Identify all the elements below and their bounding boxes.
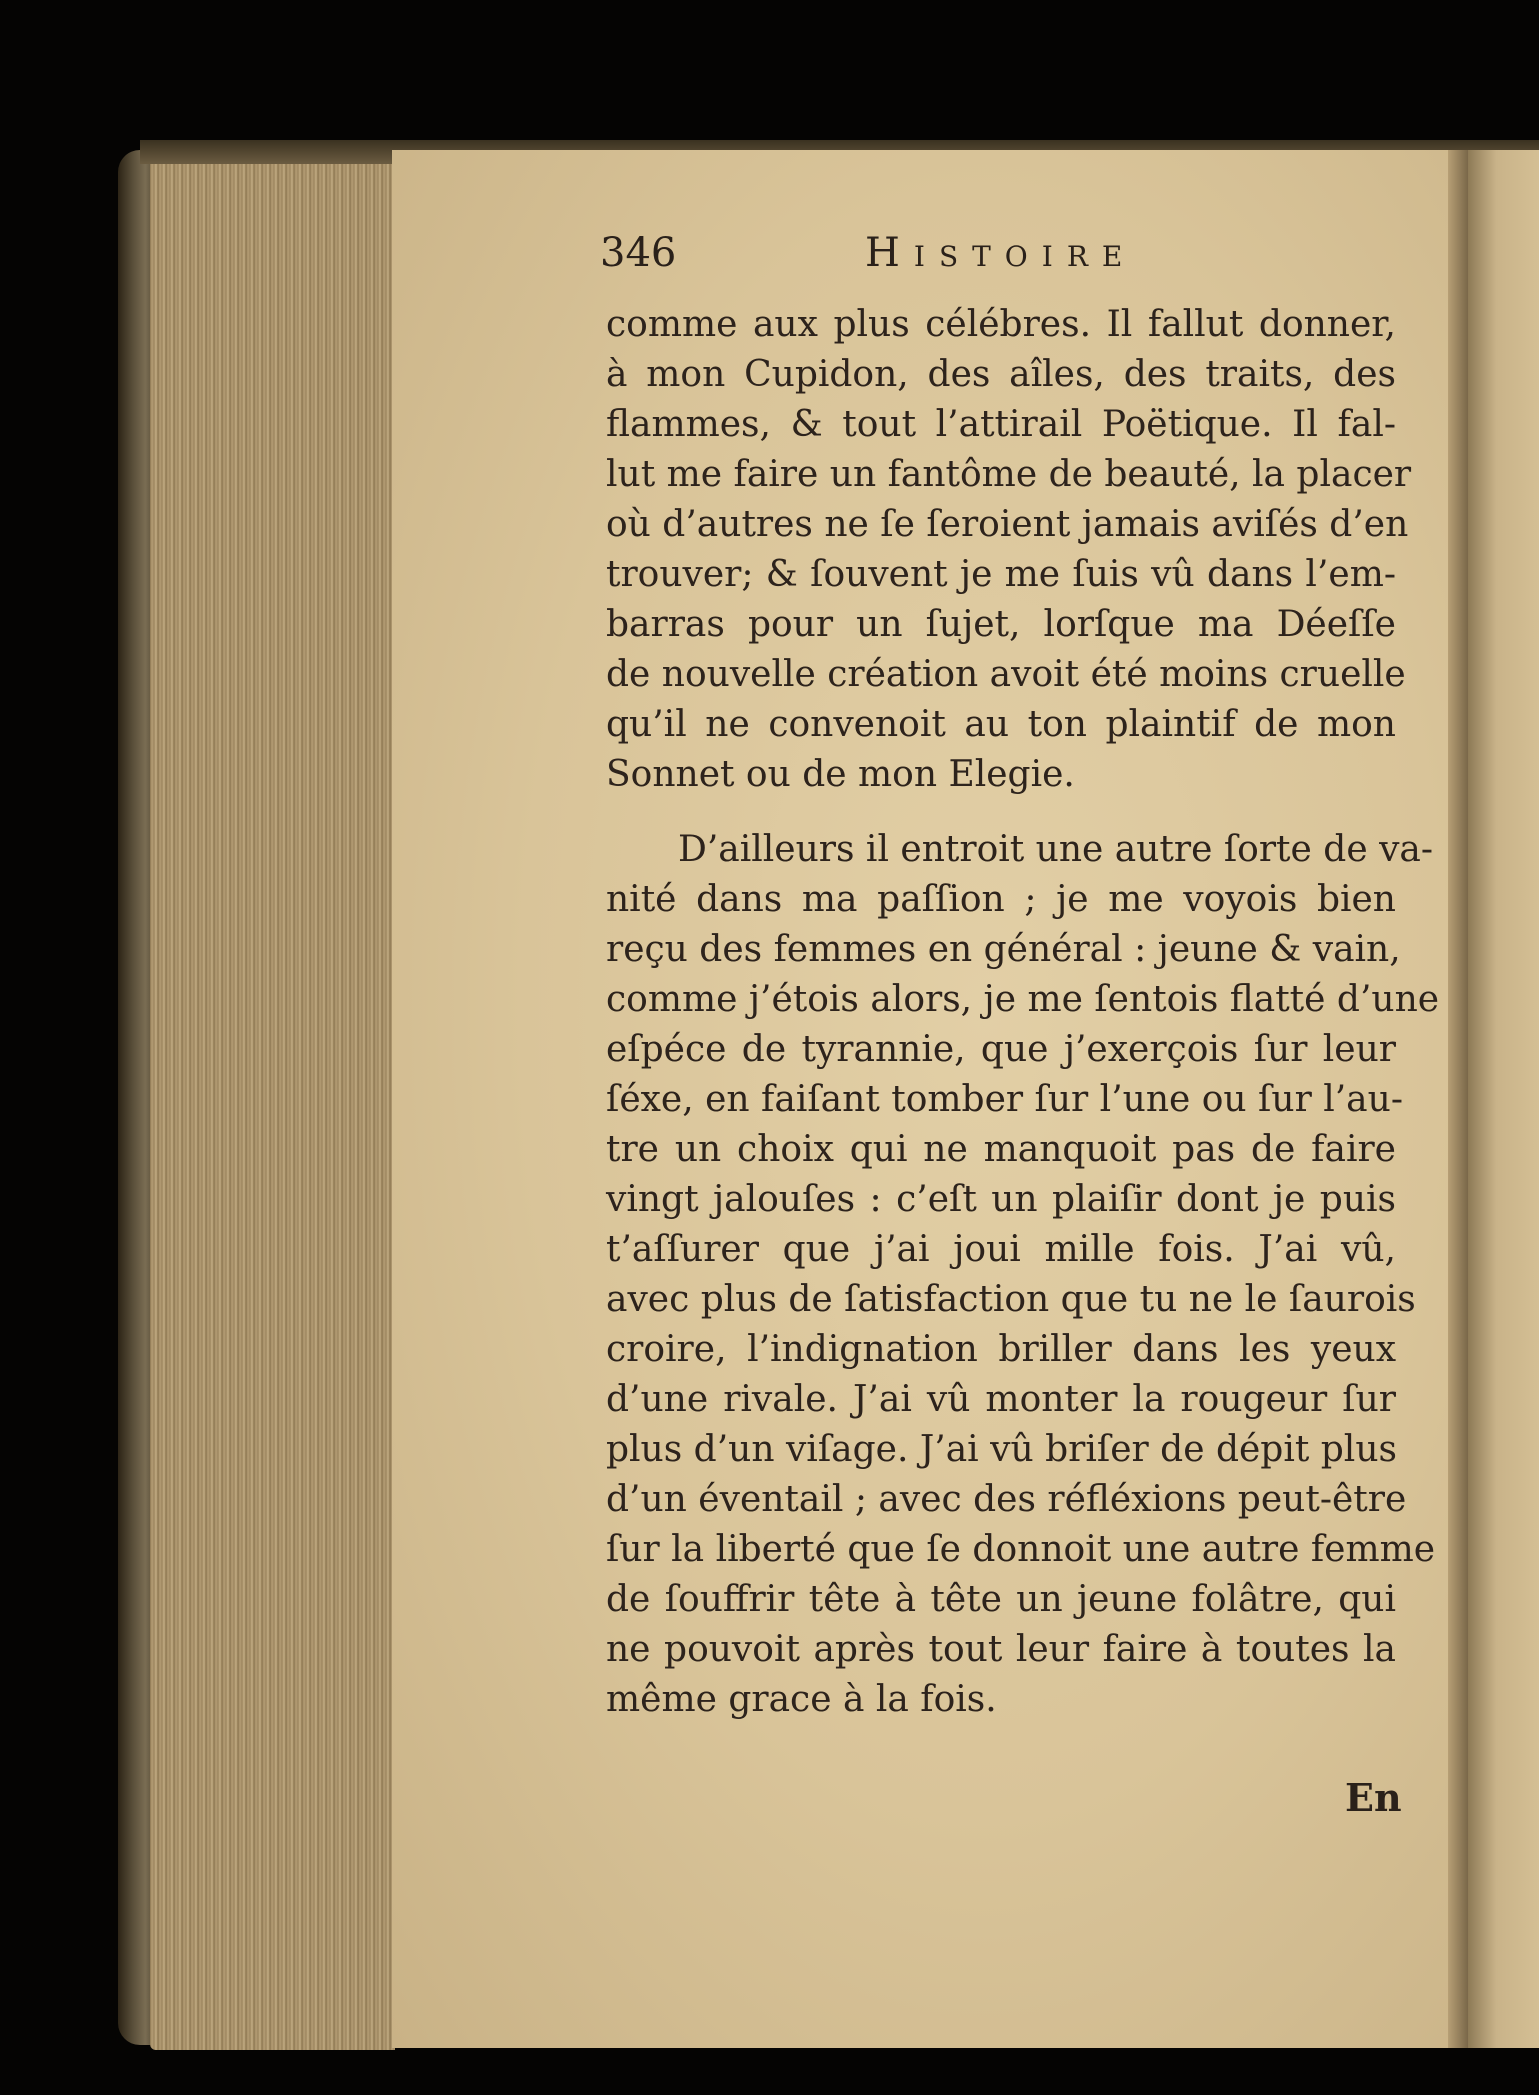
text-line: de nouvelle création avoit été moins cruelle — [606, 654, 1406, 695]
text-line: ſur la liberté que ſe donnoit une autre femme — [606, 1529, 1436, 1570]
page-number: 346 — [600, 230, 677, 276]
text-line: qu’il ne convenoit au ton plaintif de mon — [606, 704, 1396, 745]
text-line: barras pour un ſujet, lorſque ma Déeſſe — [606, 604, 1396, 645]
text-line: croire, l’indignation briller dans les yeux — [606, 1329, 1396, 1370]
facing-page-edge — [1468, 150, 1539, 2048]
text-line: où d’autres ne ſe ſeroient jamais aviſés d’en — [606, 504, 1409, 545]
running-head: Histoire — [865, 230, 1137, 276]
text-line: plus d’un viſage. J’ai vû briſer de dépit plus — [606, 1429, 1397, 1470]
text-line: même grace à la fois. — [606, 1679, 997, 1720]
text-line: à mon Cupidon, des aîles, des traits, des — [606, 354, 1396, 395]
text-line: nité dans ma paſſion ; je me voyois bien — [606, 879, 1396, 920]
text-line: t’aſſurer que j’ai joui mille fois. J’ai vû, — [606, 1229, 1396, 1270]
text-line: vingt jalouſes : c’eſt un plaiſir dont je puis — [606, 1179, 1396, 1220]
text-line: d’un éventail ; avec des réfléxions peut-être — [606, 1479, 1407, 1520]
paragraph-1 — [606, 300, 1412, 800]
page-stack-edges — [150, 150, 395, 2050]
text-line: d’une rivale. J’ai vû monter la rougeur ſur — [606, 1379, 1396, 1420]
text-line: de ſouffrir tête à tête un jeune folâtre, qui — [606, 1579, 1396, 1620]
text-line: avec plus de ſatisfaction que tu ne le ſaurois — [606, 1279, 1416, 1320]
paragraph-gap — [606, 800, 1396, 825]
text-line: tre un choix qui ne manquoit pas de faire — [606, 1129, 1396, 1170]
text-line: comme j’étois alors, je me ſentois flatté d’une — [606, 979, 1440, 1020]
text-line: comme aux plus célébres. Il fallut donner, — [606, 304, 1396, 345]
text-block — [606, 300, 1440, 1725]
text-line: lut me faire un fantôme de beauté, la placer — [606, 454, 1412, 495]
text-line: D’ailleurs il entroit une autre ſorte de va- — [678, 829, 1434, 870]
text-line: Sonnet ou de mon Elegie. — [606, 754, 1075, 795]
text-line: ne pouvoit après tout leur faire à toutes la — [606, 1629, 1396, 1670]
catchword: En — [1345, 1775, 1402, 1820]
page-header — [600, 230, 1160, 290]
text-line: flammes, & tout l’attirail Poëtique. Il fal- — [606, 404, 1396, 445]
paragraph-2 — [606, 825, 1440, 1725]
text-line: reçu des femmes en général : jeune & vain, — [606, 929, 1401, 970]
text-line: ſéxe, en faiſant tomber ſur l’une ou ſur l’au- — [606, 1079, 1403, 1120]
text-line: eſpéce de tyrannie, que j’exerçois ſur leur — [606, 1029, 1396, 1070]
text-line: trouver; & ſouvent je me ſuis vû dans l’em- — [606, 554, 1396, 595]
